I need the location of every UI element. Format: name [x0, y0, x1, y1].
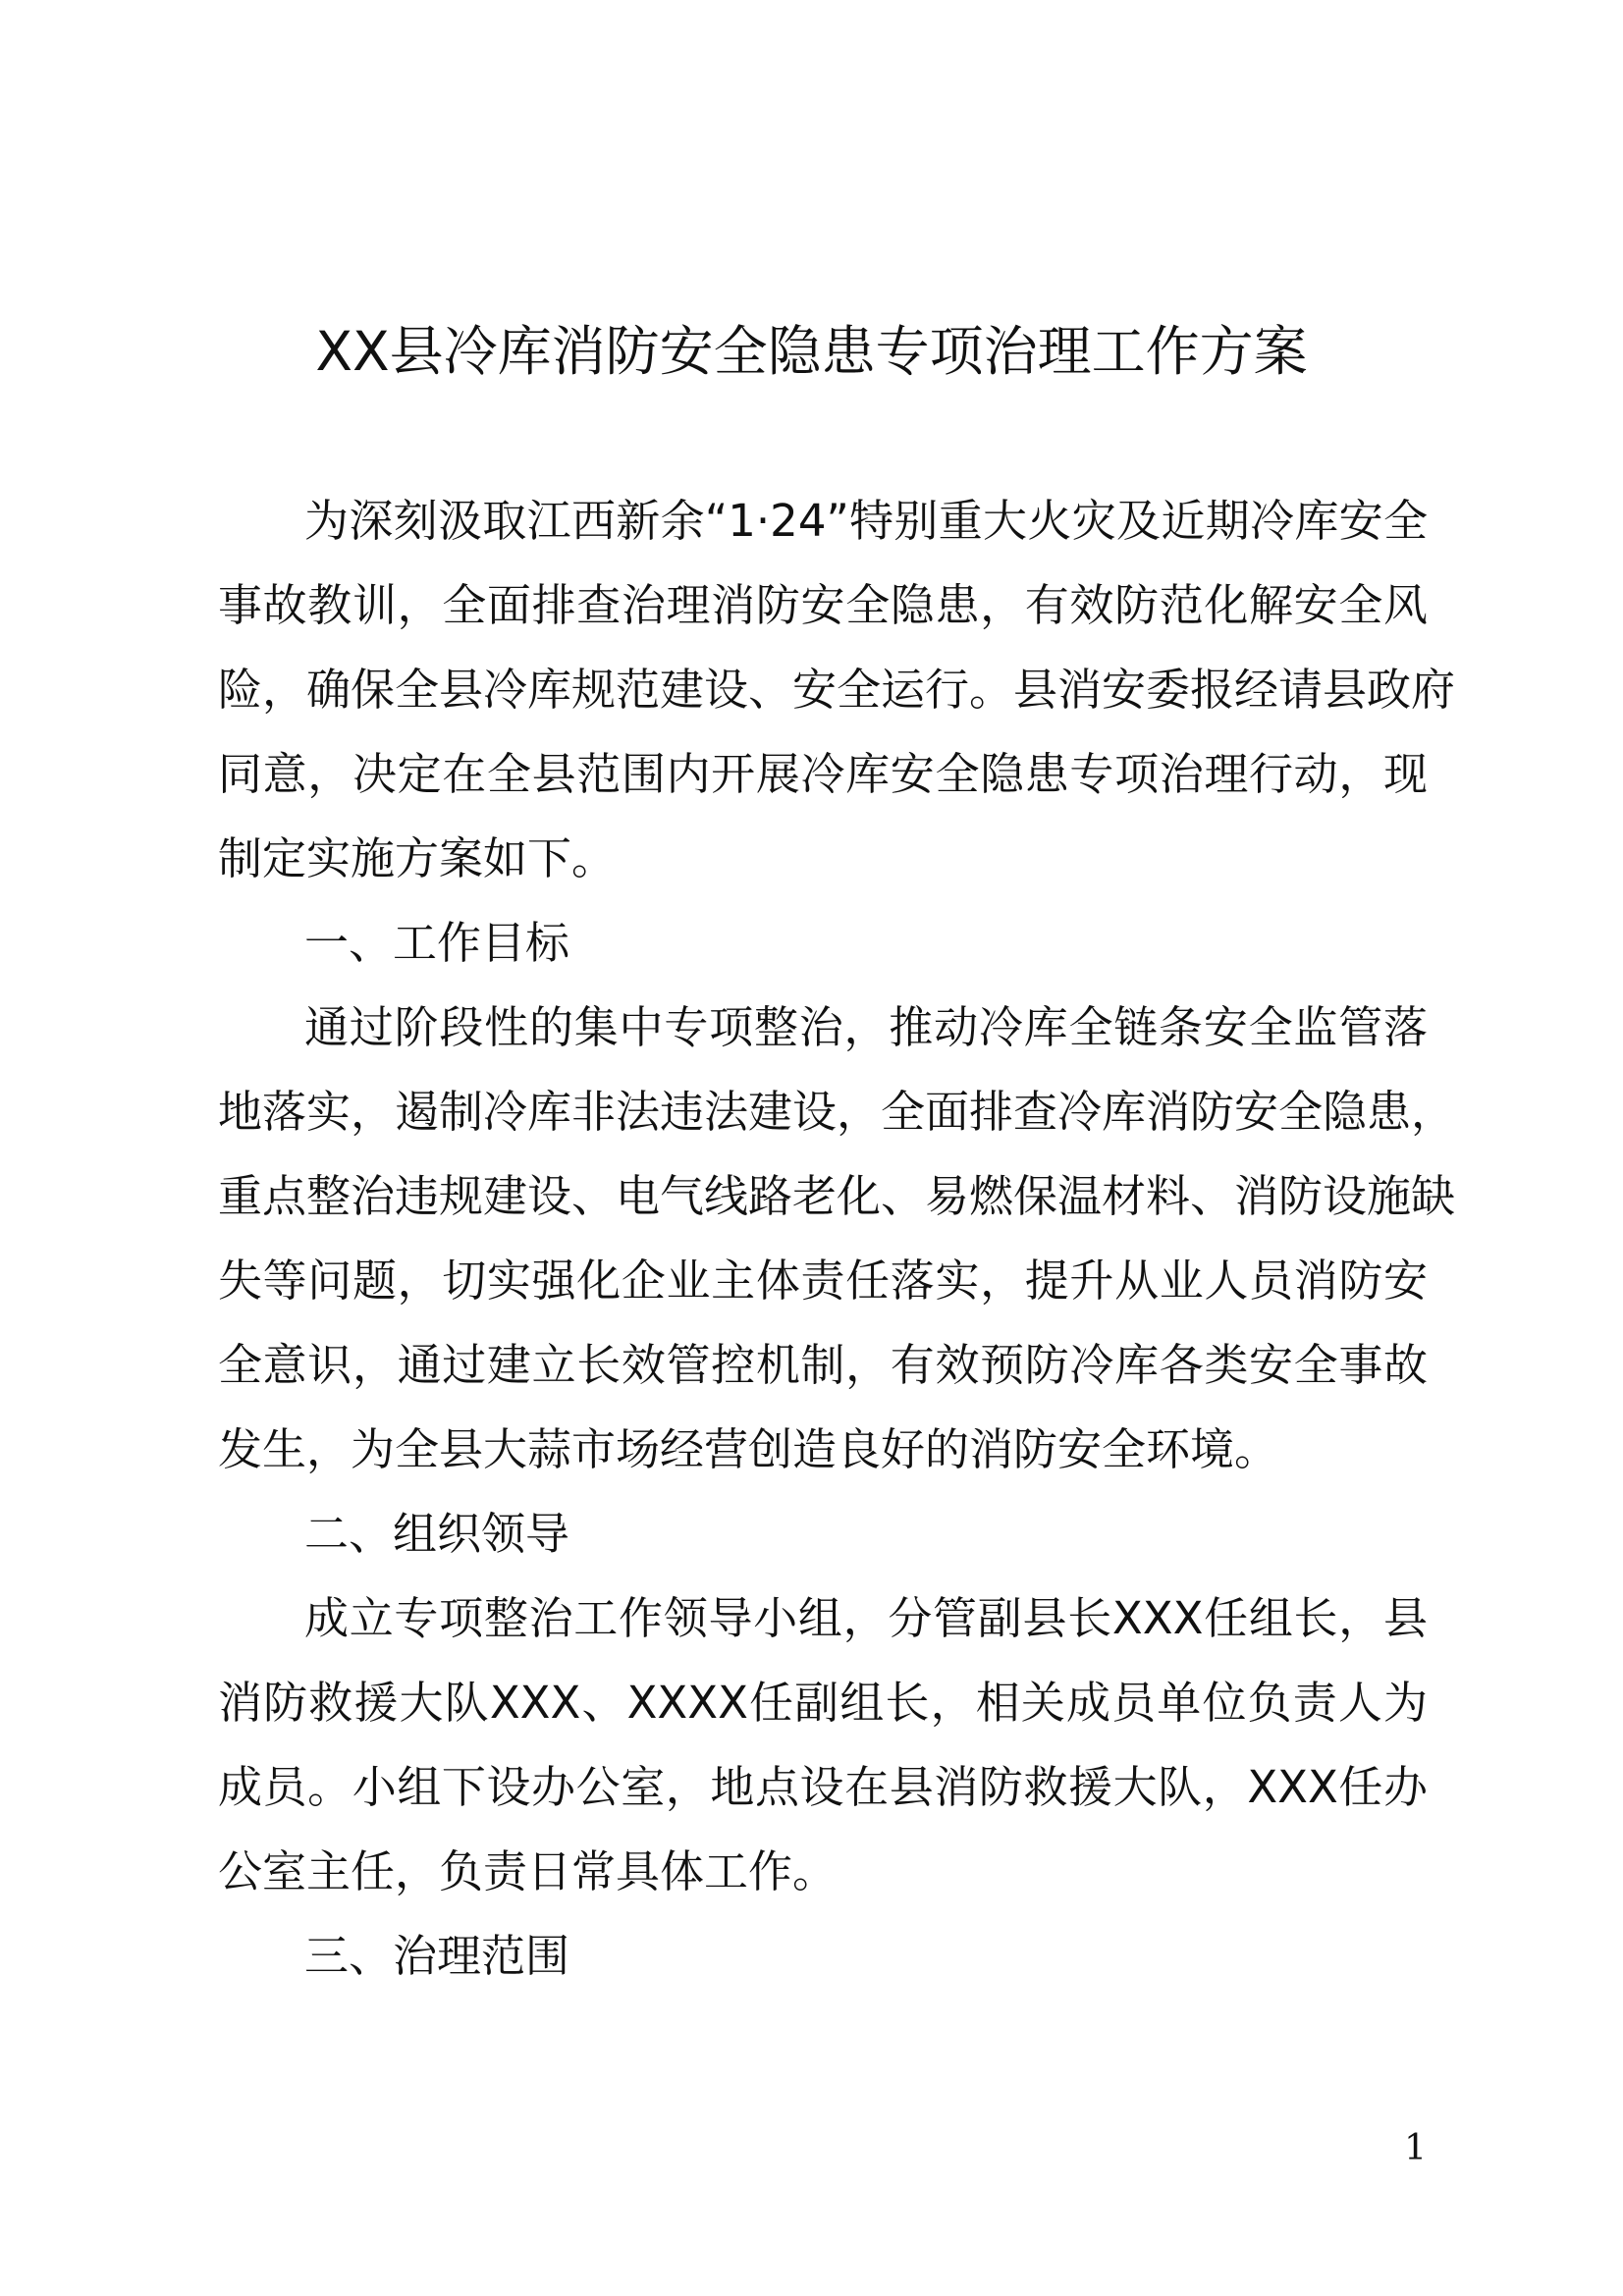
section2-line-2: 消防救援大队XXX、XXXX任副组长，相关成员单位负责人为: [218, 1677, 1428, 1729]
intro-line-3: 险，确保全县冷库规范建设、安全运行。县消安委报经请县政府: [218, 664, 1456, 716]
intro-line-4: 同意，决定在全县范围内开展冷库安全隐患专项治理行动，现: [218, 748, 1428, 800]
section1-line-6: 发生，为全县大蒜市场经营创造良好的消防安全环境。: [218, 1423, 1279, 1475]
section2-line-1: 成立专项整治工作领导小组，分管副县长XXX任组长，县: [304, 1592, 1428, 1644]
section1-line-4: 失等问题，切实强化企业主体责任落实，提升从业人员消防安: [218, 1255, 1428, 1307]
section1-line-3: 重点整治违规建设、电气线路老化、易燃保温材料、消防设施缺: [218, 1170, 1456, 1222]
intro-line-5: 制定实施方案如下。: [218, 832, 617, 884]
section1-line-2: 地落实，遏制冷库非法违法建设，全面排查冷库消防安全隐患，: [218, 1086, 1456, 1138]
section1-heading: 一、工作目标: [304, 917, 570, 969]
section2-heading: 二、组织领导: [304, 1508, 570, 1560]
section3-heading: 三、治理范围: [304, 1930, 570, 1982]
section2-line-4: 公室主任，负责日常具体工作。: [218, 1845, 838, 1897]
section1-line-5: 全意识，通过建立长效管控机制，有效预防冷库各类安全事故: [218, 1339, 1428, 1391]
section2-line-3: 成员。小组下设办公室，地点设在县消防救援大队，XXX任办: [218, 1761, 1428, 1813]
page-number: 1: [1404, 2128, 1427, 2168]
intro-line-1: 为深刻汲取江西新余“1·24”特别重大火灾及近期冷库安全: [304, 495, 1428, 547]
document-title: XX县冷库消防安全隐患专项治理工作方案: [315, 320, 1308, 383]
section1-line-1: 通过阶段性的集中专项整治，推动冷库全链条安全监管落: [304, 1001, 1428, 1053]
intro-line-2: 事故教训，全面排查治理消防安全隐患，有效防范化解安全风: [218, 579, 1428, 631]
